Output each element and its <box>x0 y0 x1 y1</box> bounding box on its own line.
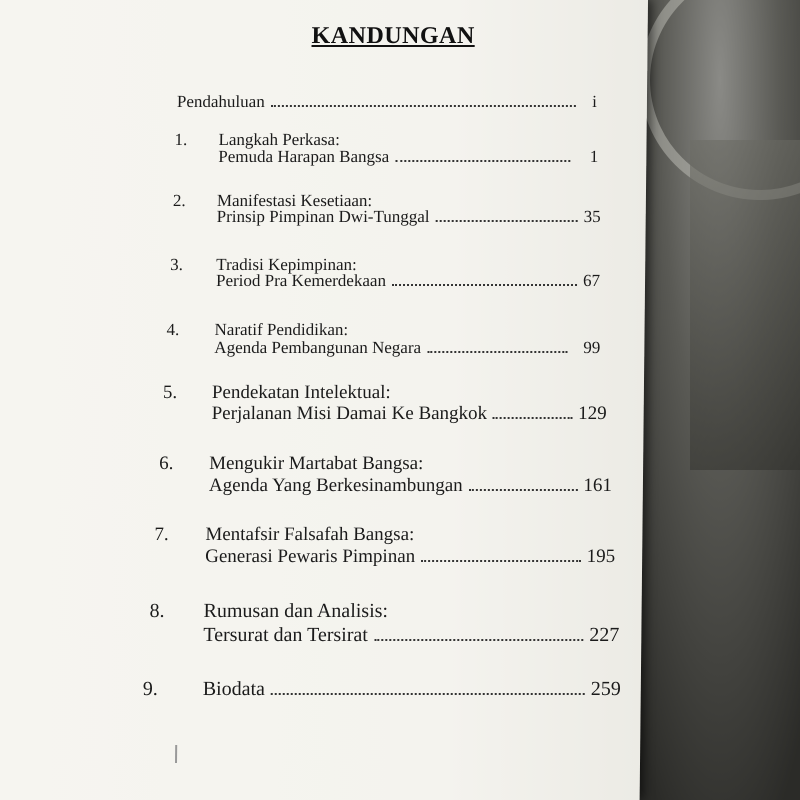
dot-leader <box>493 416 572 419</box>
chapter-subtitle: Prinsip Pimpinan Dwi-Tunggal <box>216 207 430 226</box>
chapter-subtitle: Tersurat dan Tersirat <box>203 624 369 646</box>
toc-entry-intro[interactable] <box>177 92 597 116</box>
dot-leader <box>469 488 578 491</box>
chapter-number: 7. <box>154 524 169 545</box>
toc-entry-chapter-6[interactable] <box>159 453 613 508</box>
toc-entry-biodata[interactable] <box>143 676 623 706</box>
chapter-subtitle: Agenda Yang Berkesinambungan <box>208 475 463 496</box>
toc-page-number: 35 <box>583 207 601 226</box>
chapter-number: 1. <box>174 130 188 149</box>
toc-entry-label: Pendahuluan <box>176 92 265 111</box>
toc-page-number: 161 <box>583 475 613 496</box>
toc-page-number: 227 <box>589 624 620 646</box>
page-mark <box>175 745 177 763</box>
dot-leader <box>271 692 585 695</box>
toc-entry-chapter-8[interactable] <box>149 600 622 656</box>
chapter-subtitle: Generasi Pewaris Pimpinan <box>205 546 416 567</box>
chapter-subtitle: Agenda Pembangunan Negara <box>214 338 422 357</box>
dot-leader <box>374 638 583 641</box>
toc-page-number: 195 <box>586 546 616 567</box>
toc-page-number: 129 <box>578 403 607 424</box>
dot-leader <box>421 559 581 562</box>
toc-page-number: 67 <box>582 271 601 290</box>
chapter-number: 8. <box>149 600 165 622</box>
chapter-number: 9. <box>142 678 158 700</box>
dot-leader <box>436 219 578 222</box>
dot-leader <box>392 283 577 286</box>
chapter-title: Pendekatan Intelektual: <box>211 382 391 403</box>
toc-entry-chapter-5[interactable] <box>162 382 608 437</box>
chapter-number: 6. <box>159 453 174 474</box>
chapter-subtitle: Period Pra Kemerdekaan <box>215 271 387 290</box>
chapter-number: 3. <box>170 255 184 274</box>
chapter-title: Rumusan dan Analisis: <box>203 600 389 622</box>
toc-entry-chapter-7[interactable] <box>154 524 617 579</box>
chapter-subtitle: Perjalanan Misi Damai Ke Bangkok <box>211 403 488 424</box>
chapter-number: 4. <box>166 320 180 339</box>
toc-page-number: 99 <box>583 338 601 357</box>
chapter-title: Manifestasi Kesetiaan: <box>216 191 373 210</box>
toc-page-number: 1 <box>589 147 599 166</box>
chapter-title: Langkah Perkasa: <box>218 130 340 149</box>
toc-entry-chapter-1[interactable] <box>174 130 600 180</box>
toc-entry-label: Biodata <box>202 678 266 700</box>
chapter-title: Tradisi Kepimpinan: <box>216 255 357 274</box>
toc-entry-chapter-4[interactable] <box>166 320 602 370</box>
toc-page-number: i <box>592 92 598 111</box>
toc-entry-chapter-3[interactable] <box>170 255 601 305</box>
chapter-number: 2. <box>172 191 186 210</box>
toc-entry-chapter-2[interactable] <box>172 191 601 241</box>
dot-leader <box>395 159 570 162</box>
chapter-subtitle: Pemuda Harapan Bangsa <box>218 147 390 166</box>
chapter-title: Naratif Pendidikan: <box>214 320 349 339</box>
page-title: KANDUNGAN <box>311 23 475 49</box>
chapter-title: Mengukir Martabat Bangsa: <box>209 453 424 474</box>
dot-leader <box>427 350 567 353</box>
chapter-title: Mentafsir Falsafah Bangsa: <box>205 524 415 545</box>
background-object <box>690 140 800 470</box>
toc-page-number: 259 <box>590 678 621 700</box>
dot-leader <box>271 104 576 107</box>
chapter-number: 5. <box>162 382 178 403</box>
